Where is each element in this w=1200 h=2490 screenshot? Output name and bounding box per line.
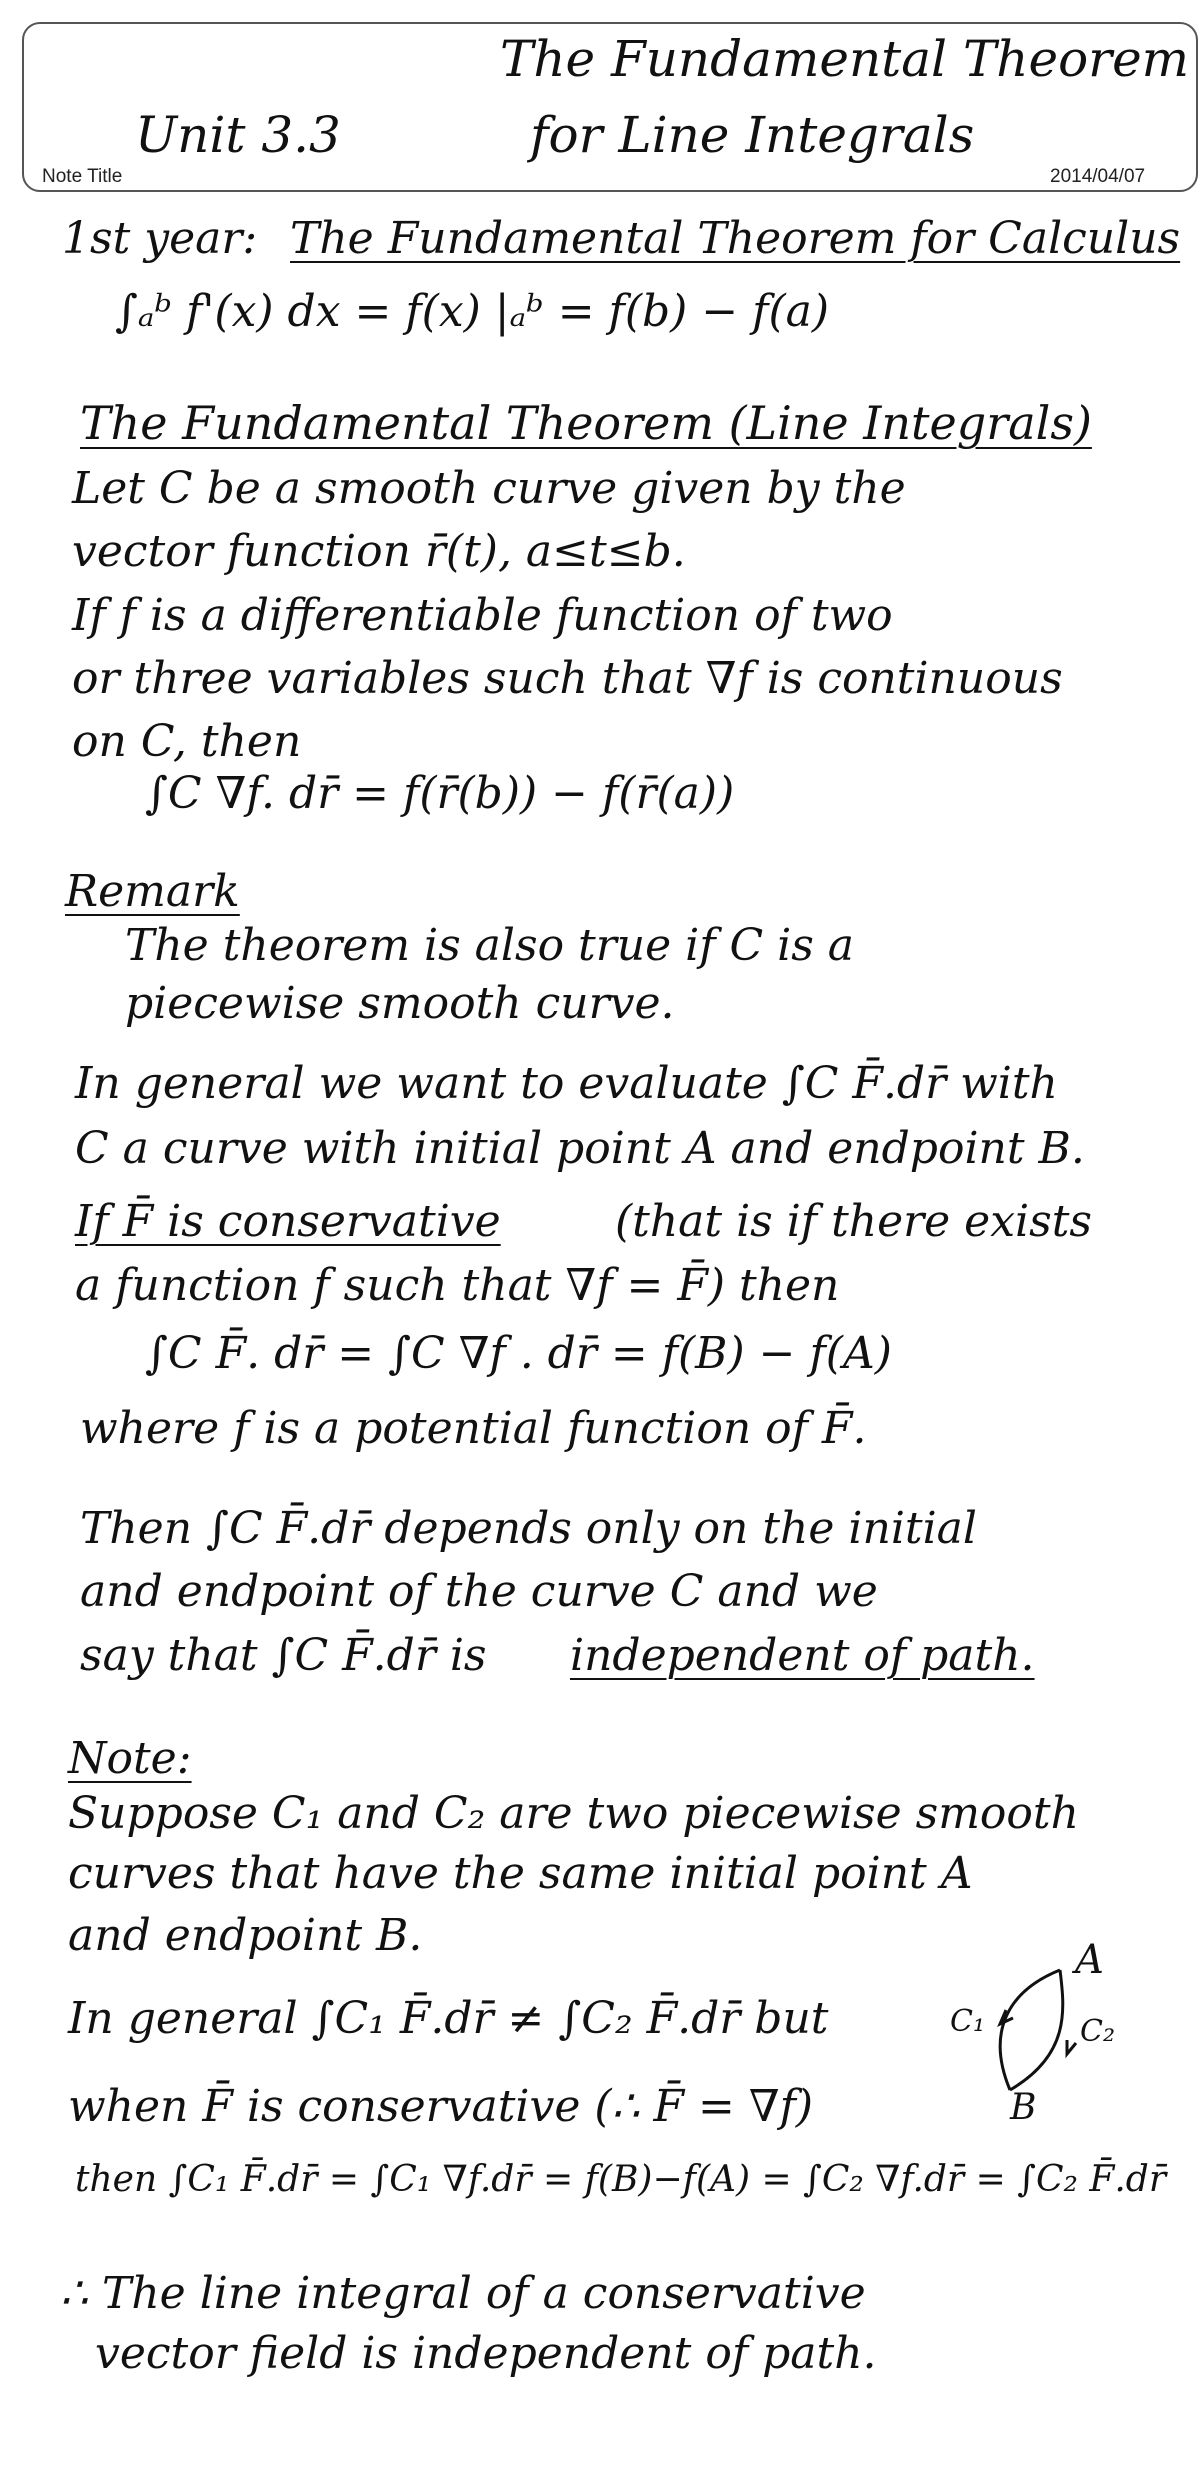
first-year-theorem: The Fundamental Theorem for Calculus bbox=[290, 213, 1181, 264]
conclusion-line-1: ∴ The line integral of a conservative bbox=[60, 2268, 866, 2319]
point-b-label: B bbox=[1010, 2087, 1037, 2128]
then-line-2: and endpoint of the curve C and we bbox=[80, 1566, 878, 1617]
date-label: 2014/04/07 bbox=[1050, 166, 1146, 187]
theorem-line-5: on C, then bbox=[72, 716, 302, 767]
remark-line-1: The theorem is also true if C is a bbox=[125, 920, 854, 971]
unit-label: Unit 3.3 bbox=[135, 106, 341, 164]
conclusion-line-2: vector field is independent of path. bbox=[95, 2328, 877, 2379]
remark-heading: Remark bbox=[65, 866, 240, 917]
title-line-2: for Line Integrals bbox=[530, 106, 975, 164]
conservative-line-2: a function f such that ∇f = F̄) then bbox=[75, 1260, 840, 1311]
conservative-rest: (that is if there exists bbox=[615, 1196, 1092, 1247]
first-year-label: 1st year: bbox=[62, 213, 258, 264]
curve-c1-label: C₁ bbox=[950, 2004, 985, 2039]
note-line-4: In general ∫C₁ F̄.dr̄ ≠ ∫C₂ F̄.dr̄ but bbox=[68, 1993, 829, 2044]
note-line-6: then ∫C₁ F̄.dr̄ = ∫C₁ ∇f.dr̄ = f(B)−f(A) = ∫C₂ ∇f.dr̄ = ∫C₂ F̄.dr̄ bbox=[75, 2159, 1167, 2200]
independent-of-path: independent of path. bbox=[570, 1630, 1035, 1681]
curve-c2-path bbox=[1010, 1970, 1063, 2090]
ftc-formula: ∫ₐᵇ f'(x) dx = f(x) |ₐᵇ = f(b) − f(a) bbox=[115, 286, 830, 337]
note-line-1: Suppose C₁ and C₂ are two piecewise smooth bbox=[68, 1788, 1079, 1839]
then-line-3: say that ∫C F̄.dr̄ is bbox=[80, 1630, 487, 1681]
conservative-phrase: If F̄ is conservative bbox=[75, 1196, 501, 1247]
arrow-c2 bbox=[1067, 2040, 1076, 2054]
general-line-2: C a curve with initial point A and endpoint B. bbox=[75, 1123, 1085, 1174]
curve-c2-label: C₂ bbox=[1080, 2014, 1115, 2049]
note-title-label: Note Title bbox=[42, 166, 123, 187]
conservative-formula: ∫C F̄. dr̄ = ∫C ∇f . dr̄ = f(B) − f(A) bbox=[145, 1328, 892, 1379]
remark-line-2: piecewise smooth curve. bbox=[125, 978, 675, 1029]
general-line-1: In general we want to evaluate ∫C F̄.dr̄ with bbox=[75, 1058, 1058, 1109]
point-a-label: A bbox=[1075, 1937, 1104, 1983]
theorem-line-3: If f is a differentiable function of two bbox=[72, 590, 893, 641]
potential-line: where f is a potential function of F̄. bbox=[80, 1403, 867, 1454]
note-line-2: curves that have the same initial point A bbox=[68, 1848, 973, 1899]
theorem-line-1: Let C be a smooth curve given by the bbox=[72, 463, 906, 514]
title-line-1: The Fundamental Theorem bbox=[500, 30, 1190, 88]
theorem-formula: ∫C ∇f. dr̄ = f(r̄(b)) − f(r̄(a)) bbox=[145, 768, 735, 819]
note-line-5: when F̄ is conservative (∴ F̄ = ∇f) bbox=[68, 2081, 814, 2132]
curve-c1-path bbox=[1000, 1970, 1060, 2090]
note-line-3: and endpoint B. bbox=[68, 1910, 423, 1961]
theorem-line-4: or three variables such that ∇f is continuous bbox=[72, 653, 1063, 704]
theorem-line-2: vector function r̄(t), a≤t≤b. bbox=[72, 526, 686, 577]
note-heading: Note: bbox=[68, 1733, 192, 1784]
then-line-1: Then ∫C F̄.dr̄ depends only on the initial bbox=[80, 1503, 977, 1554]
theorem-heading: The Fundamental Theorem (Line Integrals) bbox=[80, 396, 1092, 450]
